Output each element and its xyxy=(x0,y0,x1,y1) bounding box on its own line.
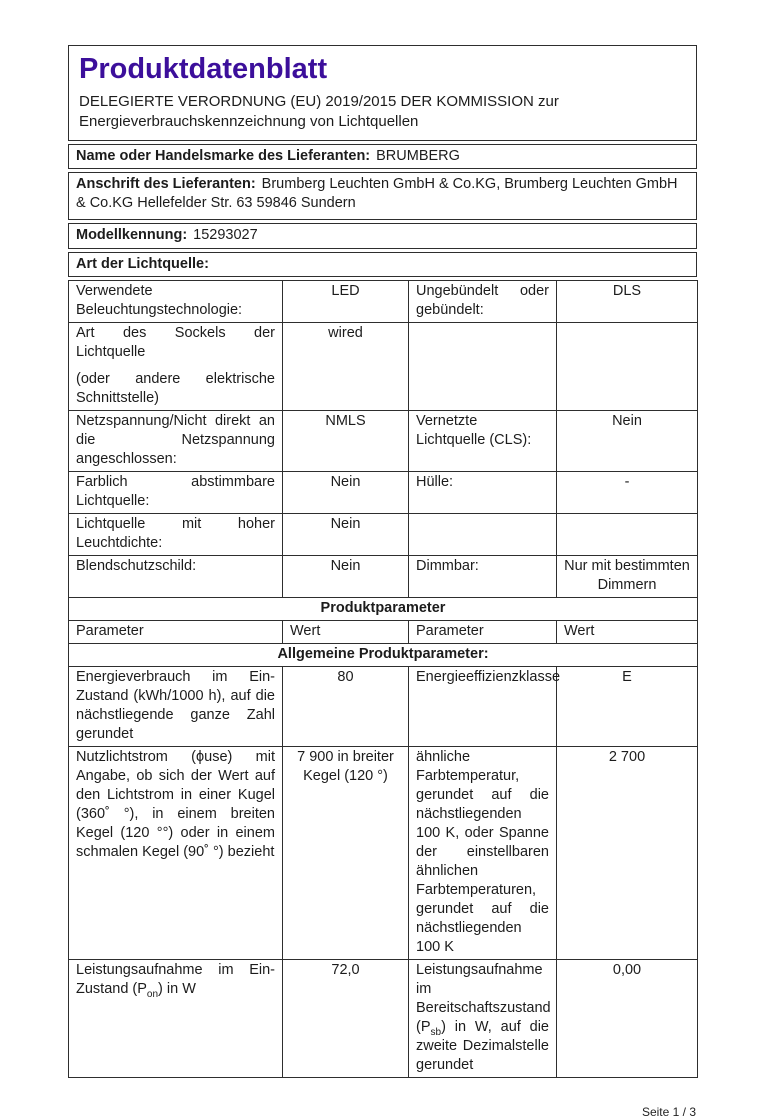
param-label xyxy=(409,960,557,1078)
supplier-name-label: Name oder Handelsmarke des Lieferanten: xyxy=(76,148,371,164)
supplier-address-value: Brumberg Leuchten GmbH & Co.KG, Brumberg Leuchten GmbH & Co.KG Hellefelder Str. 63 59846 Sundern xyxy=(76,176,678,211)
param-label: ähnliche Farbtemperatur, gerundet auf die nächstliegenden 100 K, oder Spanne der einstellbaren ähnlichen Farbtemperaturen, gerundet auf die nächstliegenden 100 K xyxy=(409,747,557,960)
param-label-line1: Art des Sockels der Lichtquelle xyxy=(76,325,275,360)
table-group-row xyxy=(69,644,698,667)
param-label: Farblich abstimmbare Lichtquelle: xyxy=(69,472,283,514)
param-value: LED xyxy=(283,281,409,323)
param-value: wired xyxy=(283,323,409,411)
supplier-address-row xyxy=(68,172,697,220)
title-section xyxy=(68,45,697,141)
param-value: Nein xyxy=(283,514,409,556)
param-label-line2: (oder andere elektrische Schnittstelle) xyxy=(76,371,275,406)
param-value: Nein xyxy=(283,472,409,514)
param-label-text: ) in W xyxy=(158,981,196,997)
column-header-wert-2: Wert xyxy=(557,621,698,644)
column-header-parameter-2: Parameter xyxy=(409,621,557,644)
param-label: Energieverbrauch im Ein-Zustand (kWh/1000 h), auf die nächstliegende ganze Zahl gerundet xyxy=(69,667,283,747)
produktparameter-section-title: Produktparameter xyxy=(69,598,698,621)
param-label-subscript: on xyxy=(146,988,159,1000)
table-row xyxy=(69,960,698,1078)
model-label: Modellkennung: xyxy=(76,227,188,243)
param-value: 80 xyxy=(283,667,409,747)
param-value: - xyxy=(557,472,698,514)
column-header-parameter-1: Parameter xyxy=(69,621,283,644)
table-row xyxy=(69,514,698,556)
param-label: Netzspannung/Nicht direkt an die Netzspannung angeschlossen: xyxy=(69,411,283,472)
table-row xyxy=(69,323,698,411)
table-row xyxy=(69,281,698,323)
param-label: Hülle: xyxy=(409,472,557,514)
light-source-heading: Art der Lichtquelle: xyxy=(68,252,697,277)
param-value: NMLS xyxy=(283,411,409,472)
column-header-row xyxy=(69,621,698,644)
param-label xyxy=(409,323,557,411)
supplier-address-label: Anschrift des Lieferanten: xyxy=(76,176,256,192)
param-value: Nur mit bestimmten Dimmern xyxy=(557,556,698,598)
param-label: Lichtquelle mit hoher Leuchtdichte: xyxy=(69,514,283,556)
general-group-title: Allgemeine Produktparameter: xyxy=(69,644,698,667)
param-label: Nutzlichtstrom (ϕuse) mit Angabe, ob sich der Wert auf den Lichtstrom in einer Kugel (360˚ °), in einem breiten Kegel (120 °°) oder in einem schmalen Kegel (90˚ °) bezieht xyxy=(69,747,283,960)
model-row xyxy=(68,223,697,249)
param-label: Verwendete Beleuchtungstechnologie: xyxy=(69,281,283,323)
table-row xyxy=(69,747,698,960)
param-value: E xyxy=(557,667,698,747)
param-value xyxy=(557,323,698,411)
table-row xyxy=(69,411,698,472)
param-label: Vernetzte Lichtquelle (CLS): xyxy=(409,411,557,472)
param-label: Dimmbar: xyxy=(409,556,557,598)
param-value: 2 700 xyxy=(557,747,698,960)
param-value: 0,00 xyxy=(557,960,698,1078)
param-label: Ungebündelt oder gebündelt: xyxy=(409,281,557,323)
column-header-wert-1: Wert xyxy=(283,621,409,644)
model-value: 15293027 xyxy=(193,227,258,243)
parameters-table xyxy=(68,280,698,1078)
param-label-text: ) in W, auf die zweite Dezimalstelle gerundet xyxy=(416,1019,549,1073)
param-label xyxy=(409,514,557,556)
supplier-name-row xyxy=(68,144,697,169)
param-label xyxy=(69,323,283,411)
datasheet-document xyxy=(68,45,697,1119)
page-footer: Seite 1 / 3 xyxy=(641,1105,696,1119)
regulation-subtitle: DELEGIERTE VERORDNUNG (EU) 2019/2015 DER KOMMISSION zur Energieverbrauchskennzeichnung von Lichtquellen xyxy=(79,93,559,130)
table-row xyxy=(69,472,698,514)
param-label-text: Leistungsaufnahme im Bereitschaftszustand (P xyxy=(416,962,551,1035)
param-value: DLS xyxy=(557,281,698,323)
param-label: Energieeffizienzklasse xyxy=(409,667,557,747)
param-label-text: Leistungsaufnahme im Ein-Zustand (P xyxy=(76,962,275,997)
param-value: Nein xyxy=(283,556,409,598)
param-label xyxy=(69,960,283,1078)
param-value xyxy=(557,514,698,556)
table-row xyxy=(69,667,698,747)
param-value: Nein xyxy=(557,411,698,472)
param-label: Blendschutzschild: xyxy=(69,556,283,598)
table-section-row xyxy=(69,598,698,621)
page-title: Produktdatenblatt xyxy=(79,53,328,85)
table-row xyxy=(69,556,698,598)
param-value: 72,0 xyxy=(283,960,409,1078)
supplier-name-value: BRUMBERG xyxy=(376,148,460,164)
param-label-subscript: sb xyxy=(430,1026,442,1038)
param-value: 7 900 in breiter Kegel (120 °) xyxy=(283,747,409,960)
